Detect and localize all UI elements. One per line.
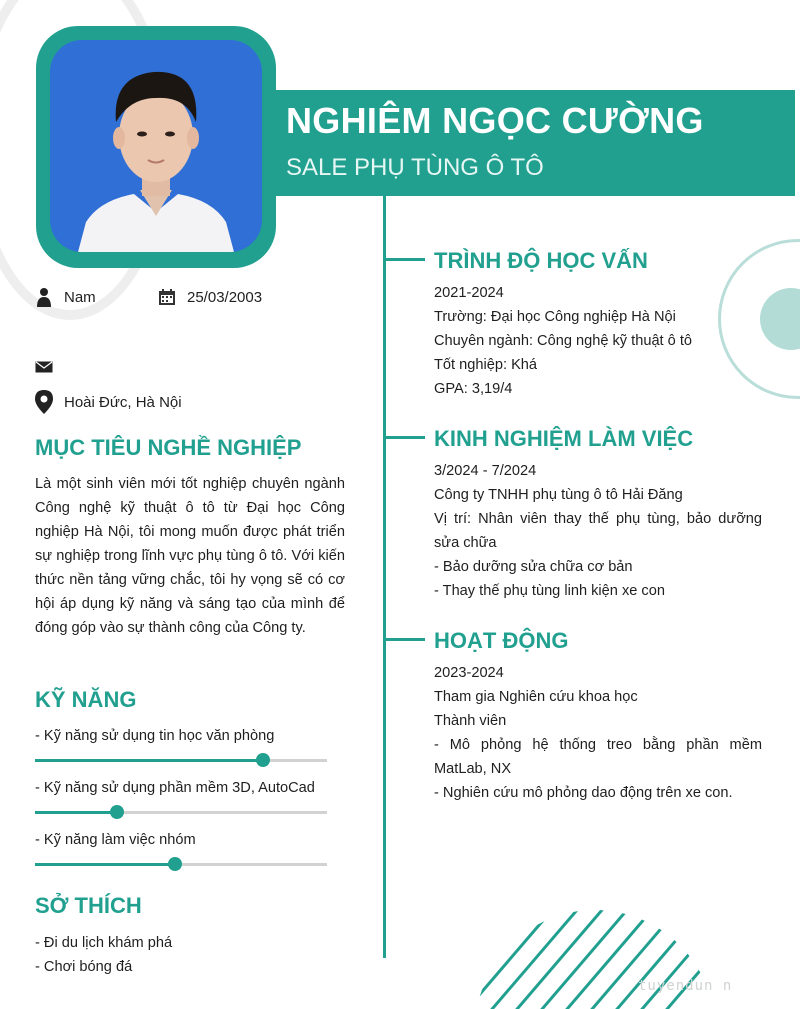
experience-company: Công ty TNHH phụ tùng ô tô Hải Đăng	[434, 487, 683, 503]
job-title: SALE PHỤ TÙNG Ô TÔ	[286, 154, 544, 181]
contact-birthday	[157, 287, 262, 307]
skill-bar-knob	[110, 805, 124, 819]
experience-task: - Bảo dưỡng sửa chữa cơ bản	[434, 559, 633, 575]
timeline-tick	[385, 258, 425, 261]
timeline-tick	[385, 436, 425, 439]
experience-period: 3/2024 - 7/2024	[434, 463, 537, 479]
experience-task: - Thay thế phụ tùng linh kiện xe con	[434, 583, 665, 599]
education-gpa: GPA: 3,19/4	[434, 381, 513, 397]
candidate-name: NGHIÊM NGỌC CƯỜNG	[286, 100, 704, 141]
experience-title: KINH NGHIỆM LÀM VIỆC	[434, 426, 694, 451]
activity-name: Tham gia Nghiên cứu khoa học	[434, 689, 638, 705]
gender-value: Nam	[64, 288, 96, 306]
activity-period: 2023-2024	[434, 665, 504, 681]
birthday-value: 25/03/2003	[187, 288, 263, 306]
hobby-item: - Đi du lịch khám phá	[35, 935, 173, 951]
education-period: 2021-2024	[434, 285, 504, 301]
skill-label: - Kỹ năng sử dụng phần mềm 3D, AutoCad	[35, 780, 315, 796]
contact-email	[34, 357, 64, 377]
skill-bar-fill	[35, 759, 263, 762]
activity-item: - Nghiên cứu mô phỏng dao động trên xe con.	[434, 785, 733, 801]
skill-bar	[35, 811, 327, 814]
contact-address	[34, 392, 182, 412]
skill-bar-knob	[168, 857, 182, 871]
activity-item: - Mô phỏng hệ thống treo bằng phần mềm MatLab, NX	[434, 737, 762, 777]
address-value: Hoài Đức, Hà Nội	[64, 393, 182, 411]
education-school: Trường: Đại học Công nghiệp Hà Nội	[434, 309, 676, 325]
experience-block	[434, 459, 762, 603]
skill-label: - Kỹ năng sử dụng tin học văn phòng	[35, 728, 275, 744]
skill-bar-knob	[256, 753, 270, 767]
contact-gender	[34, 287, 96, 307]
education-major: Chuyên ngành: Công nghệ kỹ thuật ô tô	[434, 333, 693, 349]
education-title: TRÌNH ĐỘ HỌC VẤN	[434, 248, 648, 273]
hobby-item: - Chơi bóng đá	[35, 959, 133, 975]
skill-bar-fill	[35, 811, 117, 814]
objective-text: Là một sinh viên mới tốt nghiệp chuyên ngành Công nghệ kỹ thuật ô tô từ Đại học Công nghiệp Hà Nội, tôi mong muốn được phát triển sự nghiệp trong lĩnh vực phụ tùng ô tô. Với kiến thức nền tảng vững chắc, tôi hy vọng sẽ có cơ hội áp dụng kỹ năng và sáng tạo của mình để đóng góp vào sự thành công của Công ty.	[35, 476, 345, 636]
map-pin-icon	[34, 392, 54, 412]
activities-title: HOẠT ĐỘNG	[434, 628, 569, 653]
skill-bar	[35, 863, 327, 866]
activity-role: Thành viên	[434, 713, 507, 729]
envelope-icon	[34, 357, 54, 377]
watermark: tuyendun n	[638, 978, 733, 994]
timeline-line	[383, 196, 386, 958]
profile-photo	[50, 40, 262, 252]
person-icon	[34, 287, 54, 307]
objective-title: MỤC TIÊU NGHỀ NGHIỆP	[35, 435, 302, 460]
timeline-tick	[385, 638, 425, 641]
education-grade: Tốt nghiệp: Khá	[434, 357, 538, 373]
hobbies-title: SỞ THÍCH	[35, 893, 142, 918]
skill-bar	[35, 759, 327, 762]
experience-position: Vị trí: Nhân viên thay thế phụ tùng, bảo dưỡng sửa chữa	[434, 511, 762, 551]
skills-title: KỸ NĂNG	[35, 687, 137, 712]
skill-bar-fill	[35, 863, 175, 866]
calendar-icon	[157, 287, 177, 307]
activities-block	[434, 661, 762, 805]
education-block	[434, 281, 762, 401]
skill-label: - Kỹ năng làm việc nhóm	[35, 832, 196, 848]
